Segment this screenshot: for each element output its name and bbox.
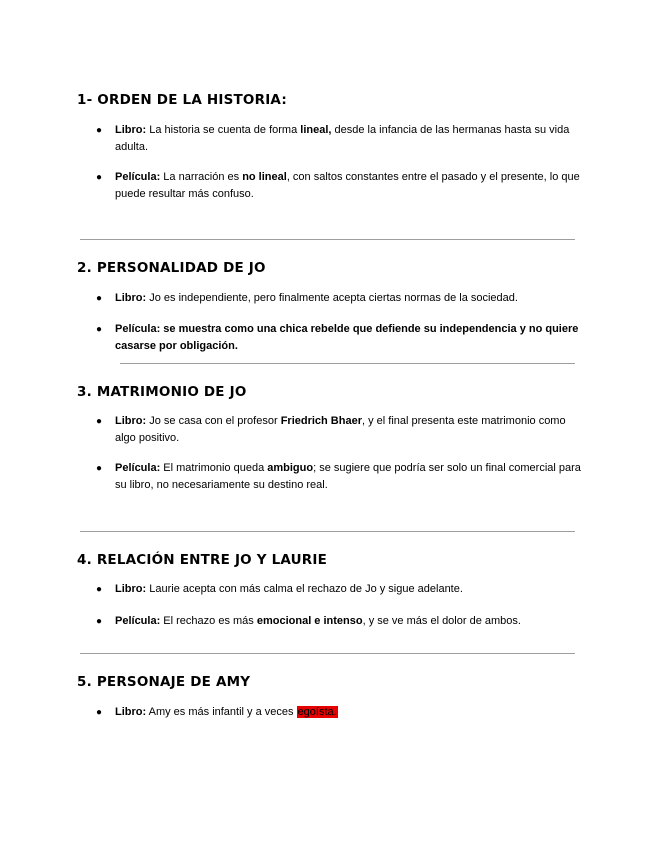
list-item [96,460,582,494]
bold-text: lineal, [300,124,332,136]
divider [120,363,575,364]
bold-text: se muestra como una chica rebelde que defiende su independencia y no quiere casarse por obligación. [115,323,579,352]
divider [80,653,575,654]
bullet-icon: ● [96,324,103,335]
item-label: Película: [115,171,161,183]
item-label: Libro: [115,124,147,136]
divider [80,531,575,532]
bold-text: Friedrich Bhaer [280,415,362,427]
item-text [115,290,582,307]
bullet-icon: ● [96,172,103,183]
text-run: , y el final presenta este matrimonio como algo positivo. [115,415,566,444]
text-run: desde la infancia de las hermanas hasta su vida adulta. [115,124,570,153]
text-run: Amy es más infantil y a veces [146,706,297,718]
bullet-icon: ● [96,416,103,427]
bold-text: emocional e intenso [256,615,363,627]
bullet-icon: ● [96,463,103,474]
text-run: La historia se cuenta de forma [146,124,301,136]
list-item [96,581,582,598]
item-label: Libro: [115,583,147,595]
item-label: Libro: [115,706,147,718]
item-label: Libro: [115,415,147,427]
bullet-icon: ● [96,125,103,136]
item-text [115,613,582,630]
list-item [96,321,582,355]
section-heading: 2. PERSONALIDAD DE JO [77,260,266,276]
text-run: ; se sugiere que podría ser solo un final comercial para su libro, no necesariamente su destino real. [115,462,581,491]
item-label: Película: [115,615,161,627]
text-run: El rechazo es más [160,615,257,627]
list-item [96,413,582,447]
item-text [115,122,582,156]
bold-text: no lineal [242,171,287,183]
text-run: Jo se casa con el profesor [146,415,281,427]
bold-text: ambiguo [267,462,314,474]
list-item [96,122,582,156]
section-heading: 5. PERSONAJE DE AMY [77,674,251,690]
text-run: Jo es independiente, pero finalmente acepta ciertas normas de la sociedad. [146,292,518,304]
divider [80,239,575,240]
list-item [96,704,582,721]
section-heading: 1- ORDEN DE LA HISTORIA: [77,92,287,108]
text-run: El matrimonio queda [160,462,268,474]
text-run: , con saltos constantes entre el pasado y el presente, lo que puede resultar más confuso. [115,171,580,200]
item-text [115,169,582,203]
list-item [96,613,582,630]
bullet-icon: ● [96,707,103,718]
item-text [115,581,582,598]
item-text [115,460,582,494]
item-label: Película: [115,462,161,474]
item-label: Película: [115,323,161,335]
text-run: La narración es [160,171,243,183]
bullet-icon: ● [96,584,103,595]
bullet-icon: ● [96,616,103,627]
section-heading: 3. MATRIMONIO DE JO [77,384,247,400]
list-item [96,290,582,307]
bullet-icon: ● [96,293,103,304]
item-text [115,413,582,447]
section-heading: 4. RELACIÓN ENTRE JO Y LAURIE [77,552,328,568]
text-run: Laurie acepta con más calma el rechazo de Jo y sigue adelante. [146,583,463,595]
text-run: , y se ve más el dolor de ambos. [362,615,521,627]
highlighted-text: egoísta. [297,706,337,718]
item-text [115,321,582,355]
item-text [115,704,582,721]
item-label: Libro: [115,292,147,304]
list-item [96,169,582,203]
